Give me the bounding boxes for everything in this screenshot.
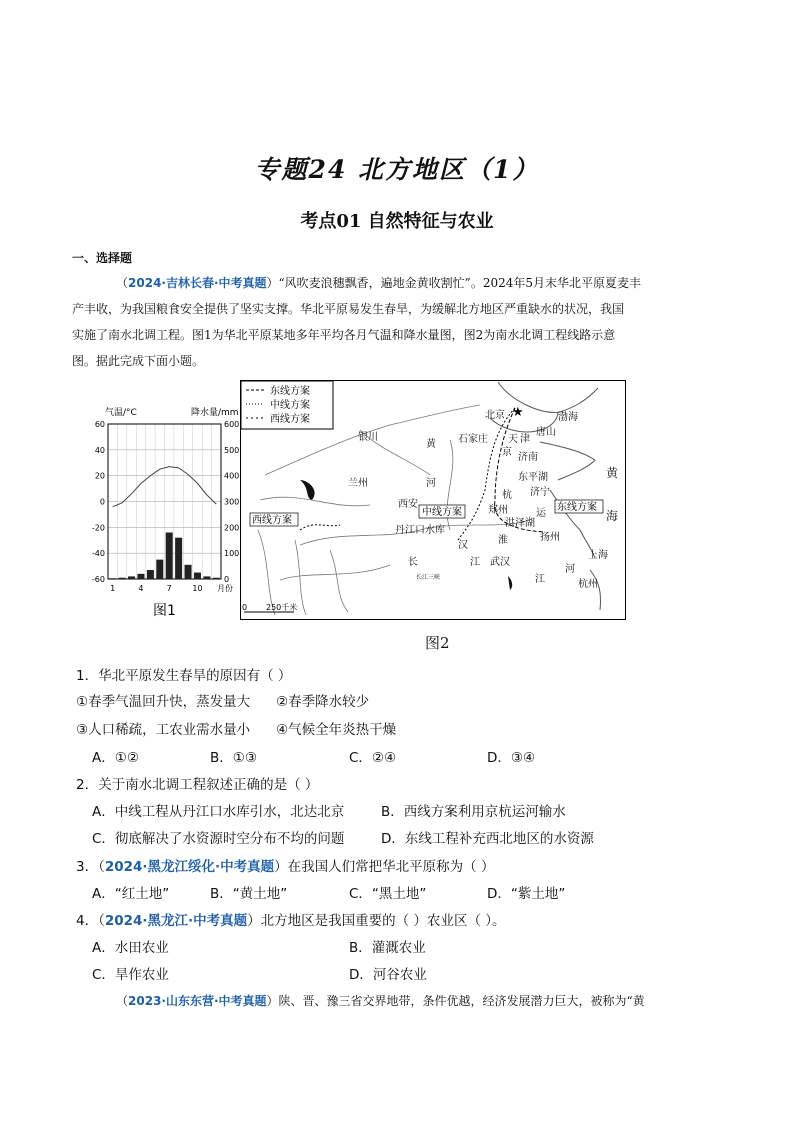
legend-west: 西线方案	[270, 414, 310, 425]
chart-grid	[108, 424, 221, 579]
label-jing: 京	[502, 447, 512, 458]
label-shanghai: 上海	[588, 550, 608, 561]
label-tangshan: 唐山	[536, 427, 556, 438]
q1-statement-1: ①春季气温回升快，蒸发量大	[76, 694, 251, 710]
tail-source: 2023·山东东营·中考真题	[128, 994, 267, 1008]
q4-source: 2024·黑龙江·中考真题	[104, 913, 248, 929]
q4-option-d[interactable]: D．河谷农业	[349, 967, 427, 983]
q3-option-c[interactable]: C．“黑土地”	[349, 886, 427, 902]
x-tick-label: 1	[110, 584, 116, 593]
precip-bar	[166, 533, 173, 580]
precip-bar	[185, 565, 192, 579]
precip-bar	[194, 573, 201, 579]
left-tick-label: -20	[91, 523, 105, 533]
q1-option-d[interactable]: D．③④	[487, 750, 536, 766]
intro-paragraph	[72, 270, 738, 374]
precip-bar	[137, 574, 144, 579]
right-tick-label: 600	[224, 420, 240, 429]
intro-line-3: 实施了南水北调工程。图1为华北平原某地多年平均各月气温和降水量图，图2为南水北调工程线路示意	[72, 328, 616, 342]
label-hang: 杭	[502, 490, 512, 501]
x-tick-label: 7	[166, 584, 172, 593]
q3-option-a[interactable]: A．“红土地”	[92, 886, 170, 902]
intro-line-4: 图。据此完成下面小题。	[72, 354, 205, 368]
label-huang1: 黄	[426, 439, 436, 450]
right-tick-label: 500	[224, 445, 240, 455]
q3-option-d[interactable]: D．“紫土地”	[487, 886, 566, 902]
figure-1-caption: 图1	[153, 603, 176, 619]
precip-bar	[128, 576, 135, 579]
q2-stem: 2．关于南水北调工程叙述正确的是（ ）	[76, 777, 319, 793]
q2-option-c[interactable]: C．彻底解决了水资源时空分布不均的问题	[92, 831, 345, 847]
label-wuhan: 武汉	[490, 557, 510, 568]
q1-option-b[interactable]: B．①③	[210, 750, 257, 766]
label-yinchuan: 银川	[358, 432, 378, 443]
label-middle-route: 中线方案	[422, 507, 462, 518]
q4-option-b[interactable]: B．灌溉农业	[349, 940, 426, 956]
x-tick-label: 4	[138, 584, 144, 593]
q3-stem: 3．（2024·黑龙江绥化·中考真题）在我国人们常把华北平原称为（ ）	[76, 859, 495, 875]
label-hangzhou: 杭州	[578, 579, 598, 590]
scale-zero: 0	[242, 603, 248, 612]
page-title: 专题24 北方地区（1）	[254, 155, 540, 184]
label-yangzhou: 扬州	[540, 532, 560, 543]
precip-bar	[213, 578, 220, 579]
x-unit-label: 月份	[217, 584, 233, 593]
figure-2-map	[240, 380, 626, 620]
legend-east: 东线方案	[270, 386, 310, 397]
precip-bar	[203, 576, 210, 579]
left-tick-label: 20	[94, 471, 105, 481]
label-shijiazhuang: 石家庄	[458, 434, 488, 445]
right-tick-label: 100	[224, 549, 240, 559]
x-tick-label: 10	[192, 584, 203, 593]
intro-line-1: （2024·吉林长春·中考真题）“风吹麦浪穗飘香，遍地金黄收割忙”。2024年5月末华北平原夏麦丰	[116, 276, 641, 290]
label-lanzhou: 兰州	[348, 478, 368, 489]
left-axis-title: 气温/°C	[105, 408, 137, 418]
label-he2: 河	[565, 564, 575, 575]
label-bohai: 渤海	[558, 412, 578, 423]
q1-statement-4: ④气候全年炎热干燥	[276, 722, 397, 738]
label-west-route: 西线方案	[252, 515, 292, 526]
q4-option-c[interactable]: C．旱作农业	[92, 967, 169, 983]
q4-stem: 4．（2024·黑龙江·中考真题）北方地区是我国重要的（ ）农业区（ ）。	[76, 913, 506, 929]
precip-bar	[156, 560, 163, 579]
x-ticks	[110, 583, 233, 593]
left-tick-label: 0	[99, 497, 105, 507]
q2-option-a[interactable]: A．中线工程从丹江口水库引水，北达北京	[92, 804, 345, 820]
page-subtitle: 考点01 自然特征与农业	[300, 211, 494, 232]
q1-statement-2: ②春季降水较少	[276, 694, 370, 710]
q3-option-b[interactable]: B．“黄土地”	[210, 886, 288, 902]
figure-1-climate-chart	[85, 400, 240, 630]
figure-2-caption: 图2	[425, 634, 450, 652]
q4-option-a[interactable]: A．水田农业	[92, 940, 169, 956]
label-dongpinghu: 东平湖	[518, 472, 548, 483]
right-axis-title: 降水量/mm	[191, 408, 239, 418]
legend-middle: 中线方案	[270, 400, 310, 411]
label-han: 汉	[458, 540, 468, 551]
q2-option-d[interactable]: D．东线工程补充西北地区的水资源	[381, 831, 594, 847]
label-east-route: 东线方案	[557, 502, 597, 513]
right-ticks	[224, 420, 239, 584]
label-chang: 长	[408, 557, 418, 568]
precip-bar	[109, 578, 116, 579]
section-heading: 一、选择题	[72, 251, 133, 265]
precip-bar	[147, 570, 154, 579]
label-huai: 淮	[498, 535, 508, 546]
q1-stem: 1．华北平原发生春旱的原因有（ ）	[76, 668, 292, 684]
q1-option-a[interactable]: A．①②	[92, 750, 139, 766]
label-xian: 西安	[398, 499, 418, 510]
label-huangsea: 黄	[606, 466, 619, 480]
left-tick-label: 40	[94, 445, 105, 455]
right-tick-label: 0	[224, 575, 230, 584]
label-tianjin2: 津	[520, 434, 530, 445]
label-beijing: 北京	[485, 410, 505, 421]
label-zhengzhou: 郑州	[488, 505, 508, 516]
label-danjiangkou: 丹江口水库	[395, 525, 445, 536]
precip-bar	[175, 538, 182, 579]
q1-option-c[interactable]: C．②④	[349, 750, 397, 766]
beijing-star-icon: ★	[512, 405, 524, 420]
left-tick-label: -60	[91, 575, 105, 584]
right-tick-label: 300	[224, 497, 240, 507]
tail-paragraph: （2023·山东东营·中考真题）陕、晋、豫三省交界地带，条件优越，经济发展潜力巨大，被称为“黄	[116, 994, 645, 1008]
label-haisea: 海	[606, 509, 619, 523]
right-tick-label: 400	[224, 471, 240, 481]
label-jiang2: 江	[535, 574, 545, 585]
scale-label: 250千米	[266, 603, 298, 612]
precip-bar	[119, 578, 126, 579]
intro-line-2: 产丰收，为我国粮食安全提供了坚实支撑。华北平原易发生春旱，为缓解北方地区严重缺水的状况，我国	[72, 302, 625, 316]
q3-source: 2024·黑龙江绥化·中考真题	[104, 859, 275, 875]
q1-statement-3: ③人口稀疏，工农业需水量小	[76, 722, 251, 738]
left-tick-label: -40	[91, 549, 105, 559]
label-jining: 济宁	[530, 487, 550, 498]
right-tick-label: 200	[224, 523, 240, 533]
intro-source: 2024·吉林长春·中考真题	[128, 276, 267, 290]
label-sanxia: 长江三峡	[416, 574, 441, 581]
label-jiang1: 江	[470, 557, 480, 568]
label-jinan: 济南	[518, 452, 538, 463]
label-hongzehu: 洪泽湖	[505, 518, 535, 529]
left-ticks	[92, 420, 105, 584]
label-he1: 河	[426, 478, 436, 489]
label-tianjin: 天	[508, 434, 518, 445]
label-yun: 运	[536, 508, 546, 519]
q2-option-b[interactable]: B．西线方案利用京杭运河输水	[381, 804, 566, 820]
left-tick-label: 60	[94, 420, 105, 429]
